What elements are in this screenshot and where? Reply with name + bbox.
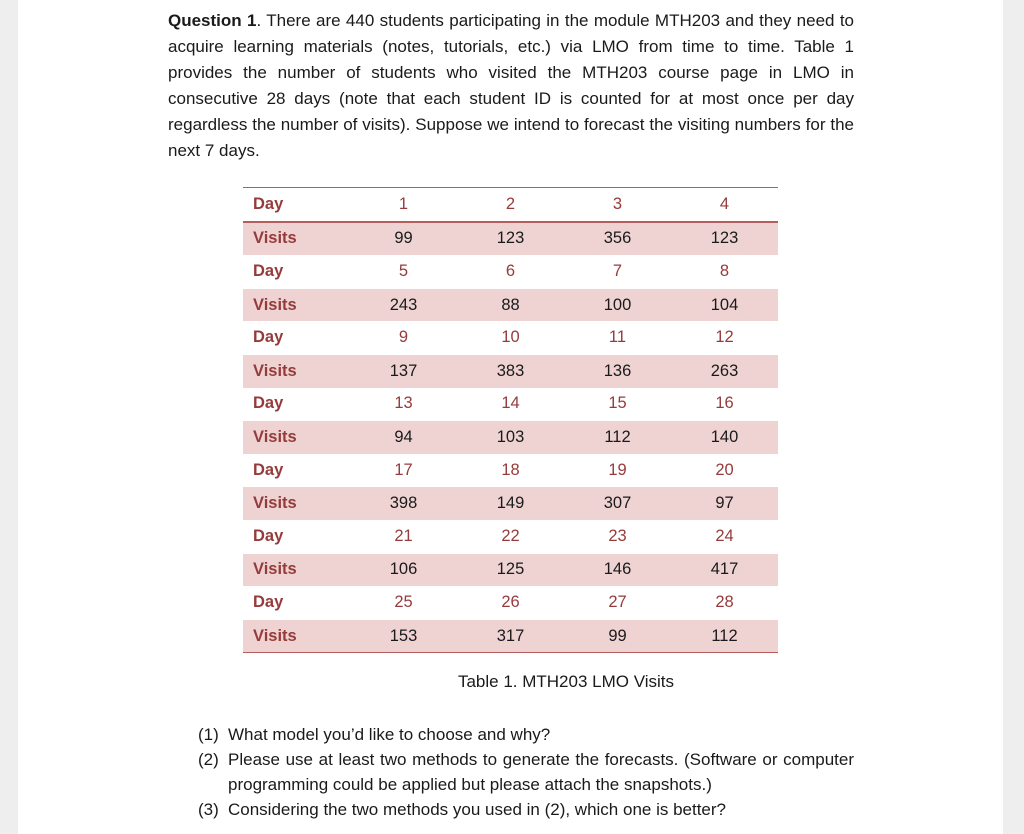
visits-cell: 398 [350, 487, 457, 520]
visits-cell: 123 [671, 222, 778, 256]
row-label-day: Day [243, 454, 350, 487]
day-cell: 21 [350, 520, 457, 553]
table-row-visits [243, 619, 778, 653]
visits-cell: 307 [564, 487, 671, 520]
visits-cell: 137 [350, 354, 457, 387]
table-row-day [243, 388, 778, 421]
subquestion-number: (2) [198, 750, 219, 769]
visits-cell: 100 [564, 288, 671, 321]
day-cell: 25 [350, 586, 457, 619]
table-row-visits [243, 222, 778, 256]
table-row-day [243, 520, 778, 553]
visits-cell: 153 [350, 619, 457, 653]
row-label-visits: Visits [243, 619, 350, 653]
table-caption: Table 1. MTH203 LMO Visits [457, 672, 675, 691]
day-cell: 3 [564, 188, 671, 222]
row-label-visits: Visits [243, 421, 350, 454]
row-label-visits: Visits [243, 354, 350, 387]
subquestion-number: (1) [198, 725, 219, 744]
subquestion-text: Please use at least two methods to generate the forecasts. (Software or computer programming could be applied but please attach the snapshots.) [228, 750, 854, 794]
document-page [18, 0, 1003, 834]
visits-table [243, 187, 778, 653]
day-cell: 8 [671, 255, 778, 288]
visits-cell: 123 [457, 222, 564, 256]
question-text: . There are 440 students participating in the module MTH203 and they need to acquire learning materials (notes, tutorials, etc.) via LMO from time to time. Table 1 provides the number of students who visited the MTH203 course page in LMO in consecutive 28 days (note that each student ID is counted for at most once per day regardless the number of visits). Suppose we intend to forecast the visiting numbers for the next 7 days. [168, 11, 854, 160]
row-label-visits: Visits [243, 487, 350, 520]
day-cell: 15 [564, 388, 671, 421]
question-label: Question 1 [168, 11, 257, 30]
day-cell: 1 [350, 188, 457, 222]
subquestion-text: Considering the two methods you used in (2), which one is better? [228, 800, 726, 819]
visits-cell: 383 [457, 354, 564, 387]
day-cell: 20 [671, 454, 778, 487]
table-row-day [243, 586, 778, 619]
day-cell: 7 [564, 255, 671, 288]
visits-cell: 317 [457, 619, 564, 653]
day-cell: 19 [564, 454, 671, 487]
subquestion-list [198, 722, 854, 822]
subquestion-item [198, 747, 854, 797]
visits-cell: 149 [457, 487, 564, 520]
day-cell: 27 [564, 586, 671, 619]
day-cell: 12 [671, 321, 778, 354]
row-label-visits: Visits [243, 288, 350, 321]
day-cell: 23 [564, 520, 671, 553]
row-label-visits: Visits [243, 553, 350, 586]
subquestion-number: (3) [198, 800, 219, 819]
table-row-visits [243, 421, 778, 454]
table-row-visits [243, 354, 778, 387]
subquestion-text: What model you’d like to choose and why? [228, 725, 551, 744]
table-row-day [243, 454, 778, 487]
visits-cell: 356 [564, 222, 671, 256]
day-cell: 17 [350, 454, 457, 487]
visits-cell: 99 [350, 222, 457, 256]
day-cell: 11 [564, 321, 671, 354]
day-cell: 5 [350, 255, 457, 288]
visits-cell: 146 [564, 553, 671, 586]
row-label-day: Day [243, 188, 350, 222]
day-cell: 13 [350, 388, 457, 421]
table-row-day [243, 188, 778, 222]
row-label-day: Day [243, 586, 350, 619]
table-row-visits [243, 487, 778, 520]
visits-cell: 140 [671, 421, 778, 454]
visits-cell: 94 [350, 421, 457, 454]
day-cell: 16 [671, 388, 778, 421]
visits-cell: 112 [671, 619, 778, 653]
day-cell: 6 [457, 255, 564, 288]
day-cell: 28 [671, 586, 778, 619]
row-label-day: Day [243, 321, 350, 354]
visits-cell: 417 [671, 553, 778, 586]
day-cell: 10 [457, 321, 564, 354]
visits-cell: 263 [671, 354, 778, 387]
visits-cell: 99 [564, 619, 671, 653]
visits-cell: 243 [350, 288, 457, 321]
visits-cell: 104 [671, 288, 778, 321]
day-cell: 18 [457, 454, 564, 487]
subquestion-item [198, 797, 854, 822]
row-label-day: Day [243, 388, 350, 421]
visits-cell: 125 [457, 553, 564, 586]
day-cell: 9 [350, 321, 457, 354]
day-cell: 22 [457, 520, 564, 553]
visits-cell: 106 [350, 553, 457, 586]
table-row-day [243, 255, 778, 288]
row-label-day: Day [243, 255, 350, 288]
day-cell: 2 [457, 188, 564, 222]
subquestion-item [198, 722, 854, 747]
visits-cell: 97 [671, 487, 778, 520]
day-cell: 24 [671, 520, 778, 553]
visits-cell: 136 [564, 354, 671, 387]
visits-cell: 112 [564, 421, 671, 454]
visits-cell: 103 [457, 421, 564, 454]
question-paragraph [168, 8, 854, 164]
day-cell: 4 [671, 188, 778, 222]
table-row-visits [243, 553, 778, 586]
row-label-visits: Visits [243, 222, 350, 256]
table-row-visits [243, 288, 778, 321]
row-label-day: Day [243, 520, 350, 553]
day-cell: 14 [457, 388, 564, 421]
day-cell: 26 [457, 586, 564, 619]
table-row-day [243, 321, 778, 354]
visits-cell: 88 [457, 288, 564, 321]
